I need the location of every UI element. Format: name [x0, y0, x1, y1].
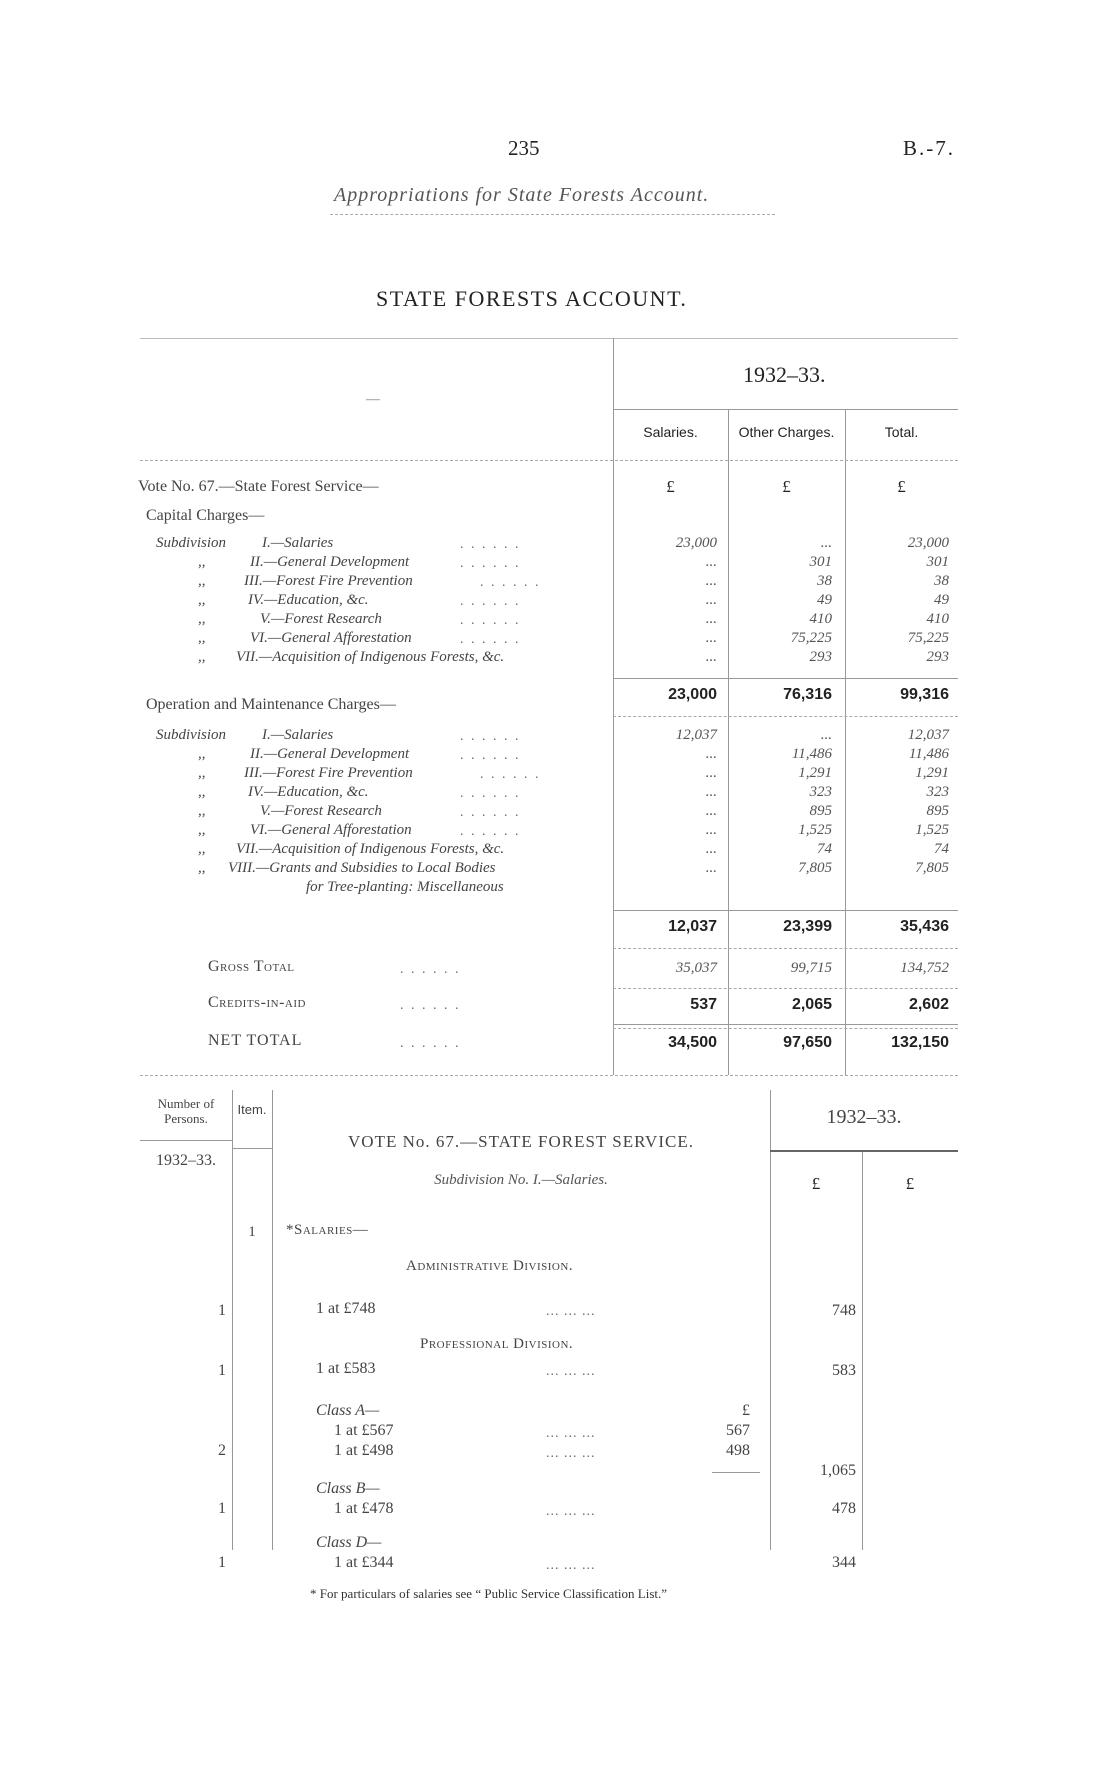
row-leaders: . . . . . . [460, 824, 521, 839]
row-label: VIII.—Grants and Subsidies to Local Bodies [228, 860, 496, 876]
row-leaders: . . . . . . [460, 556, 521, 571]
subdivision-title: Subdivision No. I.—Salaries. [434, 1172, 608, 1188]
row-leaders: . . . . . . [460, 632, 521, 647]
row-prefix: ,, [198, 746, 206, 762]
row-other: 38 [817, 573, 832, 589]
net-total-label: NET TOTAL [208, 1032, 303, 1049]
header-rule [330, 214, 775, 215]
row-other: 11,486 [791, 746, 832, 762]
class-d-label: 1 at £344 [334, 1554, 394, 1571]
class-d-heading: Class D— [316, 1534, 382, 1551]
row-other: 301 [809, 554, 832, 570]
row-salaries: ... [705, 860, 717, 876]
report-code: B.-7. [903, 136, 955, 160]
class-a-line-label: 1 at £498 [334, 1442, 394, 1459]
row-prefix: ,, [198, 784, 206, 800]
row-other: 1,525 [798, 822, 832, 838]
class-a-inner-currency: £ [742, 1402, 750, 1419]
row-total: 12,037 [907, 727, 949, 743]
row-label: III.—Forest Fire Prevention [244, 765, 413, 781]
vote-heading: Vote No. 67.—State Forest Service— [138, 478, 379, 495]
row-label: VI.—General Afforestation [250, 630, 412, 646]
row-salaries: ... [705, 746, 717, 762]
class-b-heading: Class B— [316, 1480, 380, 1497]
net-salaries: 34,500 [668, 1034, 717, 1051]
class-d-persons: 1 [218, 1554, 226, 1571]
row-salaries: 12,037 [675, 727, 717, 743]
row-prefix: ,, [198, 592, 206, 608]
row-total: 49 [934, 592, 949, 608]
row-leaders: . . . . . . [460, 748, 521, 763]
row-label: VI.—General Afforestation [250, 822, 412, 838]
vote-title: VOTE No. 67.—STATE FOREST SERVICE. [348, 1132, 694, 1151]
row-prefix: ,, [198, 573, 206, 589]
row-leaders: ... ... ... [546, 1504, 596, 1519]
row-other: 74 [817, 841, 832, 857]
row-other: ... [820, 535, 832, 551]
row-leaders: . . . . . . [400, 1036, 461, 1051]
net-other: 97,650 [783, 1034, 832, 1051]
row-salaries: ... [705, 803, 717, 819]
row-label: VII.—Acquisition of Indigenous Forests, &c. [236, 649, 505, 665]
row-leaders: . . . . . . [460, 729, 521, 744]
row-leaders: ... ... ... [546, 1426, 596, 1441]
row-total: 7,805 [915, 860, 949, 876]
row-salaries: 23,000 [675, 535, 717, 551]
row-total: 1,525 [915, 822, 949, 838]
currency-other: £ [782, 477, 791, 496]
row-prefix: ,, [198, 803, 206, 819]
col-total-header: Total. [884, 424, 919, 440]
professional-division-heading: Professional Division. [420, 1336, 574, 1352]
row-total: 301 [926, 554, 949, 570]
credits-salaries: 537 [690, 996, 717, 1013]
row-leaders: ... ... ... [546, 1364, 596, 1379]
row-salaries: ... [705, 573, 717, 589]
class-a-line-inner: 498 [726, 1442, 750, 1459]
subtotal-other: 23,399 [783, 918, 832, 935]
row-amount: 748 [832, 1302, 856, 1319]
gross-salaries: 35,037 [675, 960, 717, 976]
row-label: III.—Forest Fire Prevention [244, 573, 413, 589]
row-label: I.—Salaries [262, 535, 334, 551]
row-salaries: ... [705, 630, 717, 646]
currency-total: £ [897, 477, 906, 496]
row-total: 11,486 [908, 746, 949, 762]
row-prefix: ,, [198, 765, 206, 781]
col-persons-header [140, 1096, 232, 1126]
persons-year: 1932–33. [156, 1152, 216, 1169]
row-salaries: ... [705, 841, 717, 857]
row-total: 895 [926, 803, 949, 819]
row-other: 49 [817, 592, 832, 608]
class-a-line-label: 1 at £567 [334, 1422, 394, 1439]
row-leaders: . . . . . . [480, 575, 541, 590]
class-a-amount: 1,065 [820, 1462, 856, 1479]
row-prefix: ,, [198, 822, 206, 838]
row-leaders: ... ... ... [546, 1558, 596, 1573]
footnote: * For particulars of salaries see “ Public Service Classification List.” [310, 1586, 668, 1601]
row-prefix: ,, [198, 841, 206, 857]
net-total: 132,150 [891, 1034, 949, 1051]
stub-dash: — [366, 392, 380, 407]
row-salaries: ... [705, 649, 717, 665]
row-leaders: . . . . . . [480, 767, 541, 782]
row-total: 75,225 [907, 630, 949, 646]
row-label: II.—General Development [250, 746, 410, 762]
row-salaries: ... [705, 765, 717, 781]
col-item-header: Item. [237, 1102, 267, 1117]
row-total: 323 [926, 784, 949, 800]
running-title: Appropriations for State Forests Account. [334, 184, 710, 206]
row-other: 1,291 [798, 765, 832, 781]
row-salaries: ... [705, 611, 717, 627]
credits-label: Credits-in-aid [208, 994, 306, 1011]
row-leaders: . . . . . . [460, 613, 521, 628]
subtotal-salaries: 12,037 [668, 918, 717, 935]
row-leaders: . . . . . . [460, 786, 521, 801]
row-amount: 583 [832, 1362, 856, 1379]
row-prefix: ,, [198, 611, 206, 627]
class-a-line-inner: 567 [726, 1422, 750, 1439]
row-label: I.—Salaries [262, 727, 334, 743]
row-label: V.—Forest Research [260, 611, 382, 627]
row-leaders: . . . . . . [460, 537, 521, 552]
gross-total: 134,752 [900, 960, 949, 976]
row-prefix: Subdivision [156, 535, 226, 551]
item-number: 1 [248, 1224, 256, 1240]
col-persons-header-text: Number of Persons. [157, 1096, 215, 1126]
row-leaders: . . . . . . [460, 805, 521, 820]
row-total: 23,000 [907, 535, 949, 551]
row-other: 293 [809, 649, 832, 665]
row-other: 895 [809, 803, 832, 819]
row-other: 410 [809, 611, 832, 627]
row-leaders: ... ... ... [546, 1446, 596, 1461]
row-salaries: ... [705, 554, 717, 570]
row-label: 1 at £583 [316, 1360, 376, 1377]
detail-currency-outer: £ [905, 1174, 915, 1193]
row-prefix: ,, [198, 630, 206, 646]
operation-charges-heading: Operation and Maintenance Charges— [146, 696, 396, 713]
capital-charges-heading: Capital Charges— [146, 507, 265, 524]
page-number: 235 [508, 136, 540, 160]
class-a-persons: 2 [218, 1442, 226, 1459]
class-d-amount: 344 [832, 1554, 856, 1571]
row-total: 1,291 [915, 765, 949, 781]
row-prefix: Subdivision [156, 727, 226, 743]
subtotal-other: 76,316 [783, 686, 832, 703]
row-leaders: . . . . . . [460, 594, 521, 609]
row-leaders: . . . . . . [400, 998, 461, 1013]
row-prefix: ,, [198, 554, 206, 570]
row-salaries: ... [705, 784, 717, 800]
subtotal-total: 35,436 [900, 918, 949, 935]
credits-other: 2,065 [791, 996, 832, 1013]
detail-currency-inner: £ [811, 1174, 821, 1193]
currency-salaries: £ [666, 477, 675, 496]
gross-total-label: Gross Total [208, 958, 295, 975]
row-label-continued: for Tree-planting: Miscellaneous [306, 879, 504, 895]
row-label: IV.—Education, &c. [248, 592, 369, 608]
row-prefix: ,, [198, 860, 206, 876]
row-salaries: ... [705, 822, 717, 838]
administrative-division-heading: Administrative Division. [406, 1258, 574, 1274]
class-a-heading: Class A— [316, 1402, 380, 1419]
row-label: VII.—Acquisition of Indigenous Forests, &c. [236, 841, 505, 857]
col-salaries-header: Salaries. [643, 424, 698, 440]
row-total: 74 [934, 841, 949, 857]
row-total: 293 [926, 649, 949, 665]
row-total: 410 [926, 611, 949, 627]
row-persons: 1 [218, 1362, 226, 1379]
class-b-persons: 1 [218, 1500, 226, 1517]
row-leaders: . . . . . . [400, 962, 461, 977]
row-salaries: ... [705, 592, 717, 608]
row-label: IV.—Education, &c. [248, 784, 369, 800]
subtotal-total: 99,316 [900, 686, 949, 703]
row-other: 7,805 [798, 860, 832, 876]
row-label: 1 at £748 [316, 1300, 376, 1317]
class-b-label: 1 at £478 [334, 1500, 394, 1517]
row-label: V.—Forest Research [260, 803, 382, 819]
row-total: 38 [934, 573, 949, 589]
subtotal-salaries: 23,000 [668, 686, 717, 703]
col-other-header: Other Charges. [738, 424, 835, 440]
salaries-heading: *Salaries— [286, 1222, 369, 1238]
summary-year: 1932–33. [743, 362, 826, 387]
credits-total: 2,602 [908, 996, 949, 1013]
row-other: 75,225 [790, 630, 832, 646]
row-other: ... [820, 727, 832, 743]
row-prefix: ,, [198, 649, 206, 665]
row-persons: 1 [218, 1302, 226, 1319]
row-other: 323 [809, 784, 832, 800]
row-label: II.—General Development [250, 554, 410, 570]
gross-other: 99,715 [790, 960, 832, 976]
row-leaders: ... ... ... [546, 1304, 596, 1319]
account-title: STATE FORESTS ACCOUNT. [376, 286, 688, 311]
class-b-amount: 478 [832, 1500, 856, 1517]
detail-year: 1932–33. [826, 1106, 902, 1128]
